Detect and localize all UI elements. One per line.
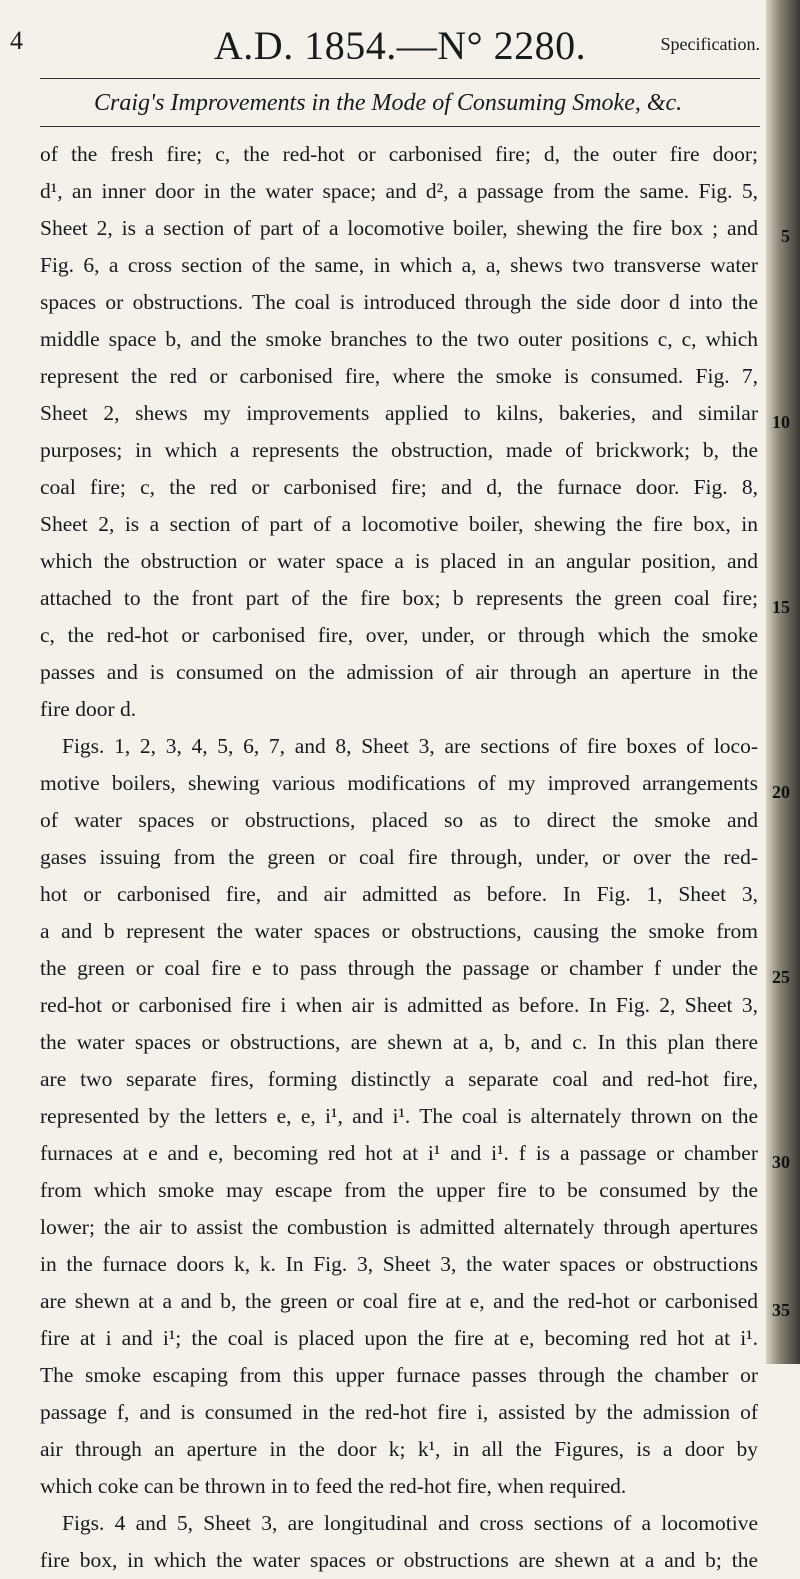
text-line: c, the red-hot or carbonised fire, over, under, or through which the smoke xyxy=(40,623,758,647)
text-line: purposes; in which a represents the obstruction, made of brickwork; b, the xyxy=(40,438,758,462)
text-line: are two separate fires, forming distinctly a separate coal and red-hot fire, xyxy=(40,1067,758,1091)
text-line: air through an aperture in the door k; k¹, in all the Figures, is a door by xyxy=(40,1437,758,1461)
text-line: from which smoke may escape from the upper fire to be consumed by the xyxy=(40,1178,758,1202)
text-line: fire box, in which the water spaces or obstructions are shewn at a and b; the xyxy=(40,1548,758,1572)
margin-line-number: 15 xyxy=(772,597,790,617)
text-line: gases issuing from the green or coal fire through, under, or over the red- xyxy=(40,845,758,869)
text-line: lower; the air to assist the combustion is admitted alternately through apertures xyxy=(40,1215,758,1239)
text-line: attached to the front part of the fire box; b represents the green coal fire; xyxy=(40,586,758,610)
text-line: motive boilers, shewing various modifications of my improved arrangements xyxy=(40,771,758,795)
text-line: which coke can be thrown in to feed the red-hot fire, when required. xyxy=(40,1474,627,1498)
running-head-rule xyxy=(40,126,760,127)
text-line: fire at i and i¹; the coal is placed upon the fire at e, becoming red hot at i¹. xyxy=(40,1326,758,1350)
text-line: of water spaces or obstructions, placed so as to direct the smoke and xyxy=(40,808,758,832)
text-line: passes and is consumed on the admission of air through an aperture in the xyxy=(40,660,758,684)
running-head: Craig's Improvements in the Mode of Consuming Smoke, &c. xyxy=(94,90,683,116)
margin-line-number: 10 xyxy=(772,412,790,432)
text-line: fire door d. xyxy=(40,697,137,721)
text-line: furnaces at e and e, becoming red hot at i¹ and i¹. f is a passage or chamber xyxy=(40,1141,758,1165)
specification-label: Specification. xyxy=(660,34,760,54)
text-line: coal fire; c, the red or carbonised fire; and d, the furnace door. Fig. 8, xyxy=(40,475,758,499)
text-line: in the furnace doors k, k. In Fig. 3, Sheet 3, the water spaces or obstructions xyxy=(40,1252,758,1276)
document-title: A.D. 1854.—N° 2280. xyxy=(213,23,587,68)
margin-line-number: 35 xyxy=(772,1300,790,1320)
text-line: Figs. 1, 2, 3, 4, 5, 6, 7, and 8, Sheet 3, are sections of fire boxes of loco- xyxy=(62,734,758,758)
margin-line-number: 30 xyxy=(772,1152,790,1172)
text-line: spaces or obstructions. The coal is introduced through the side door d into the xyxy=(40,290,758,314)
text-line: a and b represent the water spaces or obstructions, causing the smoke from xyxy=(40,919,758,943)
text-line: represented by the letters e, e, i¹, and i¹. The coal is alternately thrown on the xyxy=(40,1104,758,1128)
text-line: of the fresh fire; c, the red-hot or carbonised fire; d, the outer fire door; xyxy=(40,142,758,166)
text-line: represent the red or carbonised fire, where the smoke is consumed. Fig. 7, xyxy=(40,364,758,388)
text-line: middle space b, and the smoke branches to the two outer positions c, c, which xyxy=(40,327,758,351)
text-line: Sheet 2, shews my improvements applied to kilns, bakeries, and similar xyxy=(40,401,758,425)
body-text xyxy=(40,136,758,1579)
text-line: Sheet 2, is a section of part of a locomotive boiler, shewing the fire box ; and xyxy=(40,216,758,240)
text-line: Sheet 2, is a section of part of a locomotive boiler, shewing the fire box, in xyxy=(40,512,758,536)
text-line: hot or carbonised fire, and air admitted as before. In Fig. 1, Sheet 3, xyxy=(40,882,758,906)
text-line: the water spaces or obstructions, are shewn at a, b, and c. In this plan there xyxy=(40,1030,758,1054)
margin-line-number: 20 xyxy=(772,782,790,802)
page-edge-shadow xyxy=(766,0,800,1364)
text-line: the green or coal fire e to pass through the passage or chamber f under the xyxy=(40,956,758,980)
margin-line-number: 25 xyxy=(772,967,790,987)
text-line: are shewn at a and b, the green or coal fire at e, and the red-hot or carbonised xyxy=(40,1289,758,1313)
text-line: Figs. 4 and 5, Sheet 3, are longitudinal and cross sections of a locomotive xyxy=(62,1511,758,1535)
text-line: Fig. 6, a cross section of the same, in which a, a, shews two transverse water xyxy=(40,253,758,277)
text-line: d¹, an inner door in the water space; and d², a passage from the same. Fig. 5, xyxy=(40,179,758,203)
header-rule xyxy=(40,78,760,79)
text-line: red-hot or carbonised fire i when air is admitted as before. In Fig. 2, Sheet 3, xyxy=(40,993,758,1017)
page-number: 4 xyxy=(10,26,23,55)
text-line: which the obstruction or water space a is placed in an angular position, and xyxy=(40,549,758,573)
text-line: passage f, and is consumed in the red-hot fire i, assisted by the admission of xyxy=(40,1400,758,1424)
margin-line-number: 5 xyxy=(781,226,790,246)
text-line: The smoke escaping from this upper furnace passes through the chamber or xyxy=(40,1363,758,1387)
